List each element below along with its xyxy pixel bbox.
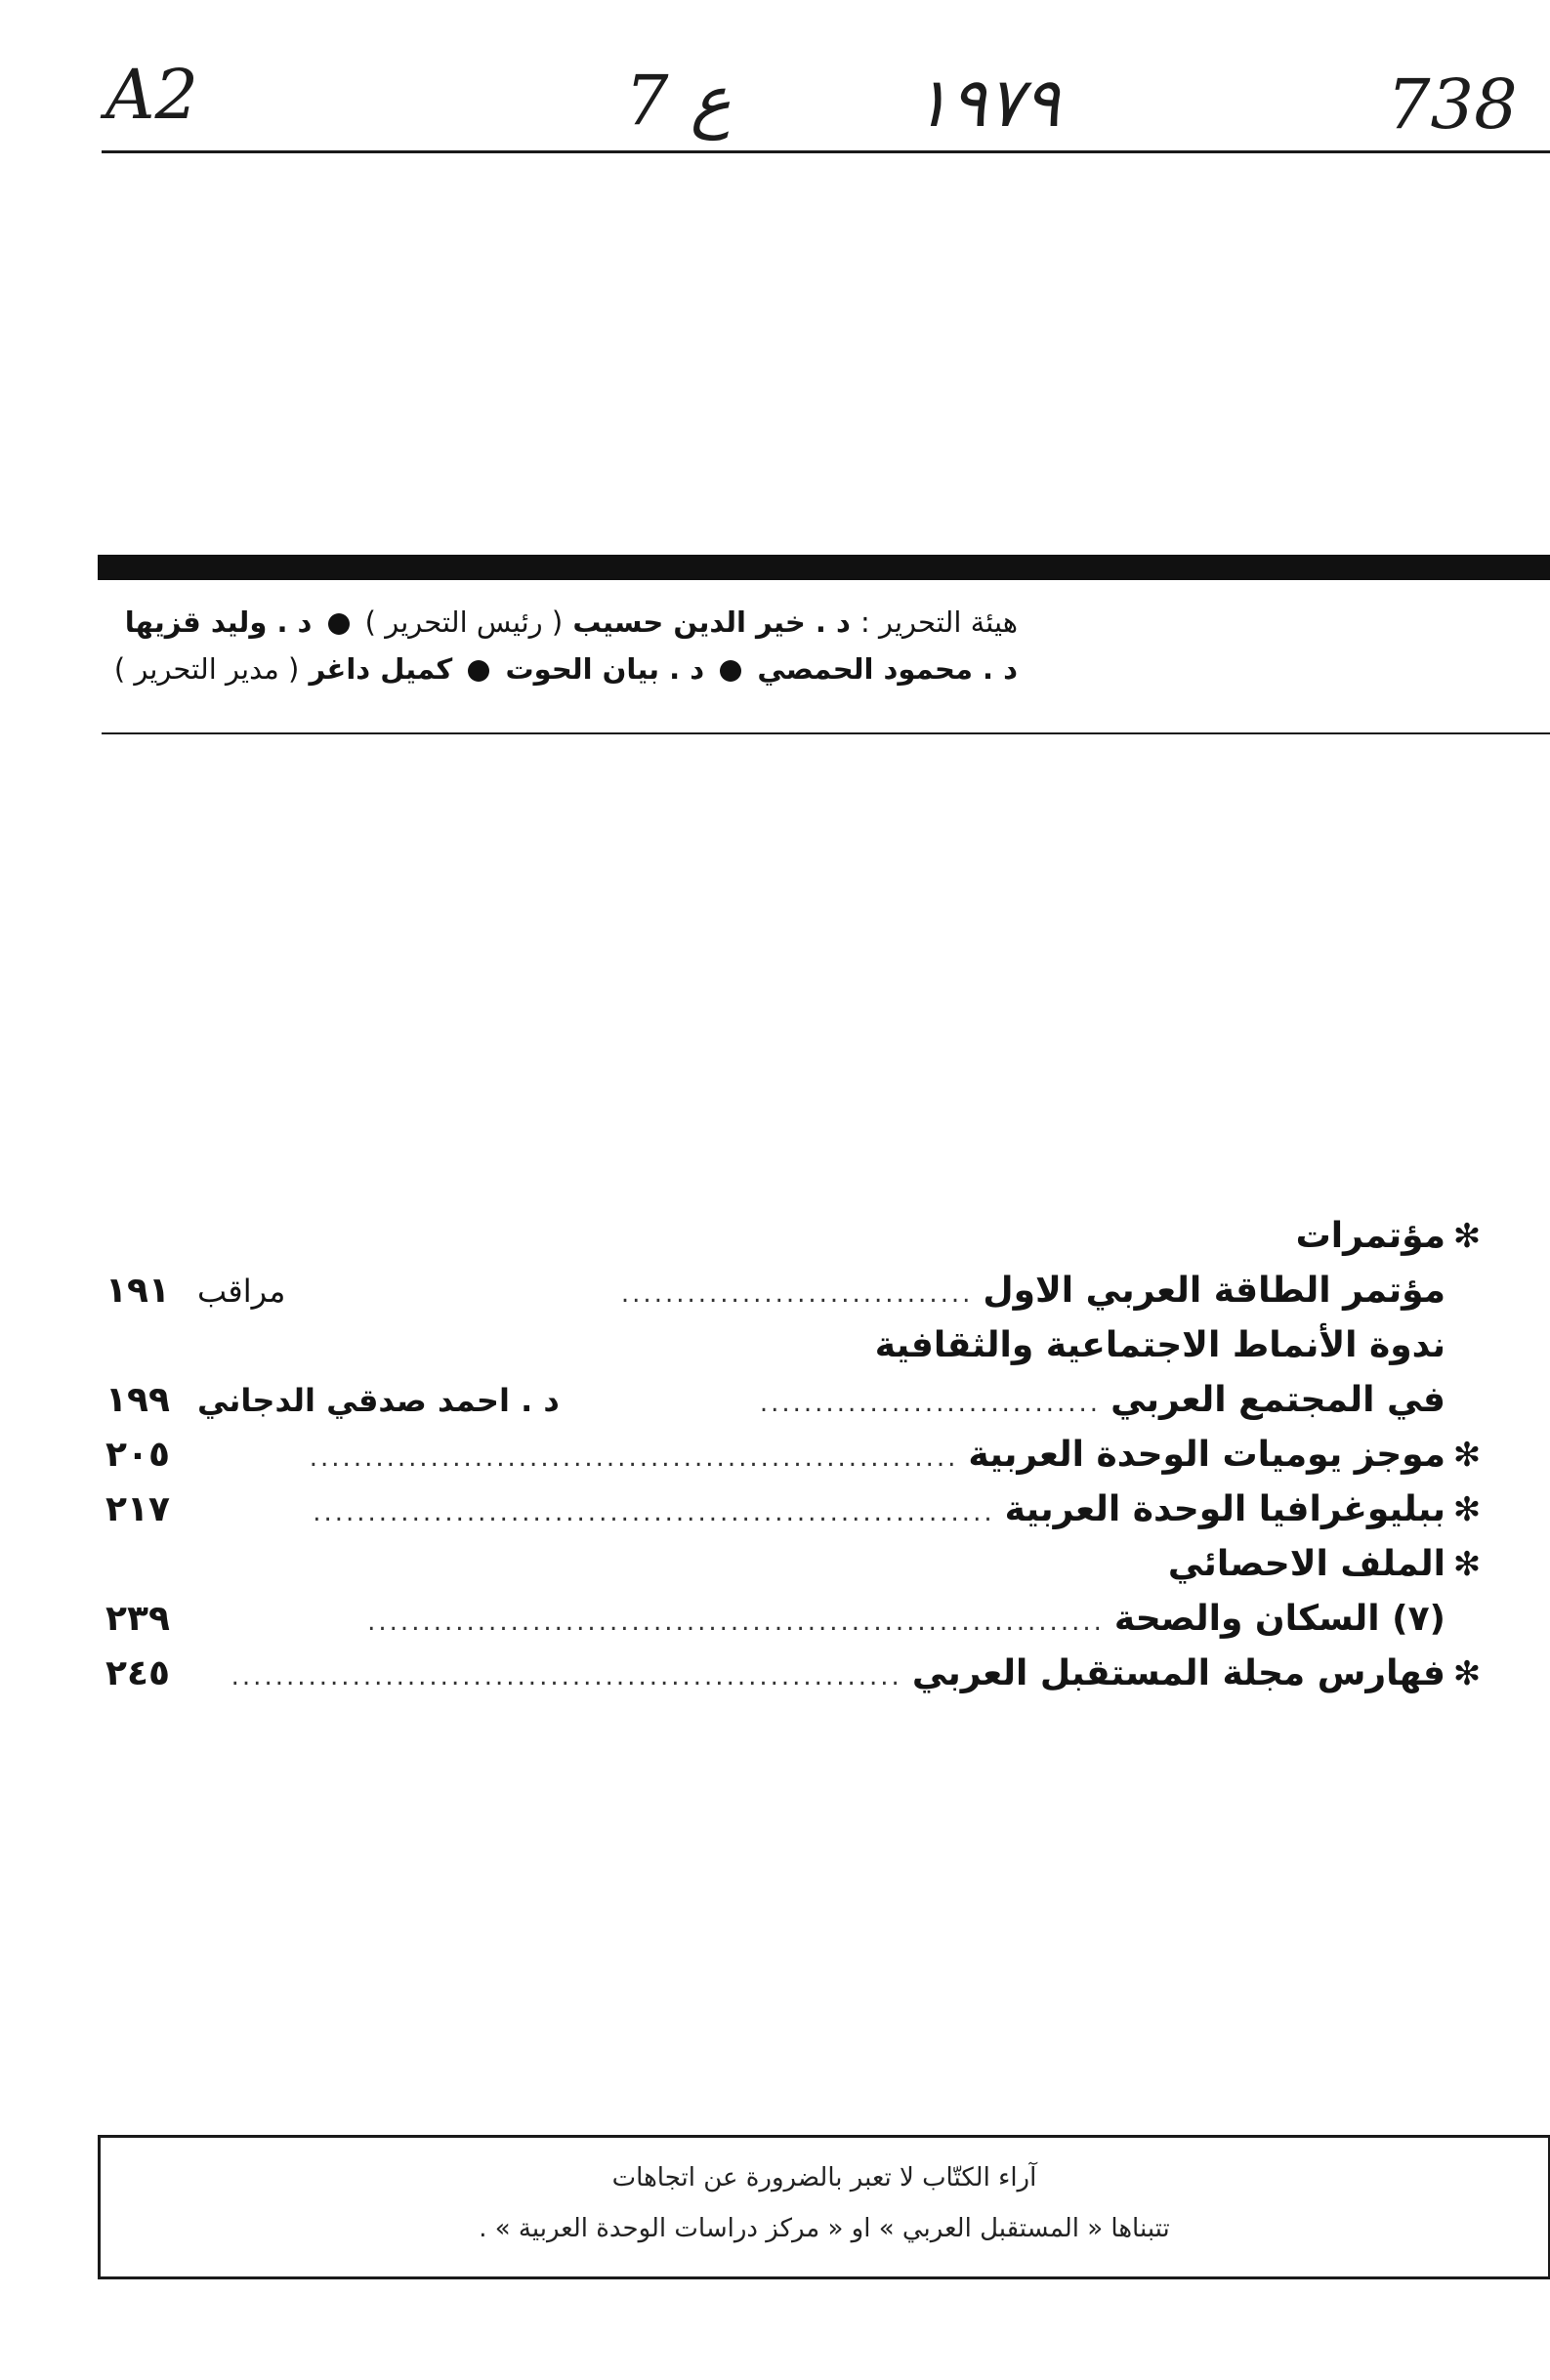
toc-title: ببليوغرافيا الوحدة العربية <box>1004 1489 1445 1529</box>
dot-leader: ............................... <box>759 1389 1102 1418</box>
dot-leader: ................................ <box>620 1279 974 1309</box>
toc-row <box>102 1428 1488 1482</box>
toc-page: ٢٣٩ <box>105 1599 170 1639</box>
editor-name: د . محمود الحمصي <box>757 652 1018 686</box>
disclaimer-line-2: تتبناها « المستقبل العربي » او « مركز دراسات الوحدة العربية » . <box>479 2214 1170 2243</box>
toc-row <box>102 1264 1488 1318</box>
toc-title: ندوة الأنماط الاجتماعية والثقافية <box>874 1325 1445 1365</box>
editor-name: د . خير الدين حسيب <box>572 605 851 639</box>
toc-row <box>102 1592 1488 1647</box>
toc-title: موجز يوميات الوحدة العربية <box>968 1435 1445 1475</box>
toc-title: فهارس مجلة المستقبل العربي <box>911 1653 1445 1693</box>
toc-page: ١٩٩ <box>105 1380 170 1420</box>
asterisk-icon: ✻ <box>1452 1217 1482 1256</box>
editor-role: ( رئيس التحرير ) <box>364 605 564 639</box>
bullet-dot <box>328 613 350 635</box>
asterisk-icon: ✻ <box>1452 1490 1482 1529</box>
toc-page: ٢١٧ <box>105 1489 170 1529</box>
board-rule <box>102 732 1550 734</box>
toc-page: ١٩١ <box>105 1271 170 1311</box>
toc-title: في المجتمع العربي <box>1110 1380 1445 1420</box>
handwritten-year: ١٩٧٩ <box>913 63 1061 143</box>
header-rule <box>102 150 1550 153</box>
toc-row <box>102 1318 1488 1373</box>
toc-title: مؤتمرات <box>1295 1216 1445 1256</box>
asterisk-icon: ✻ <box>1452 1436 1482 1475</box>
asterisk-icon: ✻ <box>1452 1545 1482 1584</box>
editorial-board-line-1 <box>80 605 1018 640</box>
toc-title: مؤتمر الطاقة العربي الاول <box>983 1271 1445 1311</box>
dot-leader: .............................................................. <box>313 1498 995 1527</box>
handwritten-issue: 7 ع <box>625 61 732 141</box>
toc-page: ٢٤٥ <box>105 1653 170 1693</box>
dot-leader: ............................................................. <box>230 1662 902 1691</box>
handwritten-code: A2 <box>105 55 199 135</box>
bullet-dot <box>720 660 741 682</box>
toc-row <box>102 1373 1488 1428</box>
disclaimer-line-1: آراء الكتّاب لا تعبر بالضرورة عن اتجاهات <box>611 2163 1037 2192</box>
editorial-board-line-2 <box>80 652 1018 687</box>
table-of-contents <box>102 1209 1488 1701</box>
toc-row <box>102 1209 1488 1264</box>
handwritten-page-number: 738 <box>1387 64 1518 145</box>
bullet-dot <box>468 660 489 682</box>
editor-role: ( مدير التحرير ) <box>113 652 300 686</box>
toc-row <box>102 1537 1488 1592</box>
dot-leader: ................................................................... <box>367 1608 1105 1637</box>
toc-title: (٧) السكان والصحة <box>1113 1599 1445 1639</box>
editor-name: كميل داغر <box>309 652 453 686</box>
thick-divider <box>98 555 1550 580</box>
toc-title: الملف الاحصائي <box>1167 1544 1445 1584</box>
toc-page: ٢٠٥ <box>105 1435 170 1475</box>
toc-row <box>102 1482 1488 1537</box>
toc-author: د . احمد صدقي الدجاني <box>197 1382 560 1419</box>
editor-name: د . بيان الحوت <box>505 652 705 686</box>
dot-leader: ........................................................... <box>309 1443 959 1473</box>
editor-name: د . وليد قزيها <box>124 605 313 639</box>
disclaimer-box <box>98 2135 1550 2279</box>
toc-author: مراقب <box>197 1273 286 1310</box>
editorial-board-label: هيئة التحرير : <box>860 605 1018 639</box>
toc-row <box>102 1647 1488 1701</box>
asterisk-icon: ✻ <box>1452 1654 1482 1693</box>
